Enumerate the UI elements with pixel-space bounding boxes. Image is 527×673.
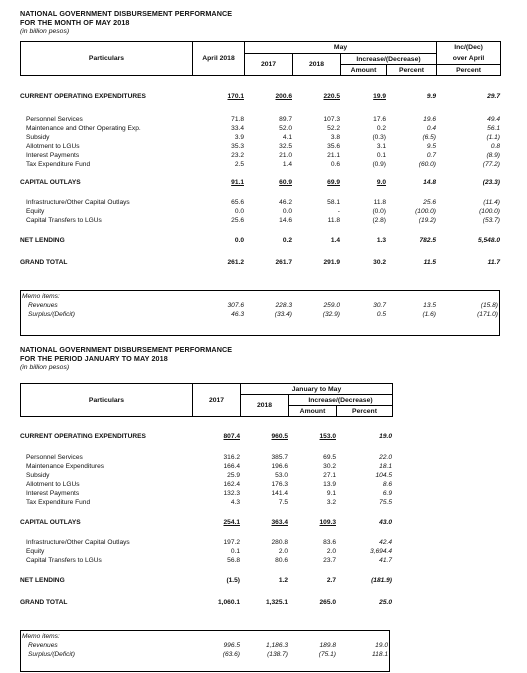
cell: 14.6 <box>279 217 292 224</box>
row-label: Infrastructure/Other Capital Outlays <box>26 539 130 546</box>
cell: 280.8 <box>271 539 288 546</box>
cell: 56.8 <box>227 557 240 564</box>
row-label: GRAND TOTAL <box>20 258 68 266</box>
table-row <box>20 90 500 102</box>
row-label: NET LENDING <box>20 236 65 244</box>
cell: 23.7 <box>323 557 336 564</box>
cell: 291.9 <box>323 258 340 266</box>
cell: 1,325.1 <box>266 598 288 606</box>
row-label: CAPITAL OUTLAYS <box>20 518 81 526</box>
cell: 30.2 <box>323 463 336 470</box>
cell: 89.7 <box>279 116 292 123</box>
table-row <box>20 430 392 442</box>
header-increase-decrease: Increase/(Decrease) <box>289 395 393 406</box>
row-label: Infrastructure/Other Capital Outlays <box>26 199 130 206</box>
cell: (181.9) <box>371 576 392 584</box>
cell: 83.6 <box>323 539 336 546</box>
cell: 6.9 <box>382 490 392 497</box>
table-row <box>20 462 392 471</box>
cell: 30.2 <box>373 258 386 266</box>
header-percent: Percent <box>387 65 437 76</box>
cell: 197.2 <box>223 539 240 546</box>
row-label: Surplus/(Deficit) <box>28 651 75 658</box>
header-2017: 2017 <box>245 54 293 76</box>
cell: 27.1 <box>323 472 336 479</box>
cell: 46.2 <box>279 199 292 206</box>
cell: (171.0) <box>477 311 499 318</box>
cell: 166.4 <box>223 463 240 470</box>
table1-unit: (in billion pesos) <box>20 28 70 35</box>
cell: 19.6 <box>423 116 436 123</box>
table-row <box>20 151 500 160</box>
cell: 9.1 <box>326 490 336 497</box>
cell: 162.4 <box>223 481 240 488</box>
table-row <box>20 115 500 124</box>
header-percent: Percent <box>337 406 393 417</box>
memo-label: Memo items: <box>22 633 60 640</box>
memo-label: Memo items: <box>22 293 60 300</box>
cell: 307.6 <box>227 302 244 309</box>
cell: 80.6 <box>275 557 288 564</box>
table-row <box>20 596 392 608</box>
table-row <box>20 516 392 528</box>
cell: 0.5 <box>376 311 386 318</box>
cell: (33.4) <box>274 311 292 318</box>
table2-memo <box>22 632 388 659</box>
cell: (138.7) <box>267 651 288 658</box>
cell: 1.4 <box>330 236 340 244</box>
cell: 25.0 <box>379 598 392 606</box>
cell: 2.0 <box>278 548 288 555</box>
cell: (6.5) <box>422 134 436 141</box>
table1-title: NATIONAL GOVERNMENT DISBURSEMENT PERFORMANCE <box>20 9 233 18</box>
cell: (0.9) <box>372 161 386 168</box>
cell: 58.1 <box>327 199 340 206</box>
cell: 42.4 <box>379 539 392 546</box>
cell: 25.6 <box>231 217 244 224</box>
row-label: Revenues <box>28 642 58 649</box>
cell: 0.0 <box>282 208 292 215</box>
cell: 0.1 <box>230 548 240 555</box>
table-row <box>20 216 500 225</box>
cell: 11.8 <box>327 217 340 224</box>
cell: 1.4 <box>282 161 292 168</box>
cell: 0.2 <box>376 125 386 132</box>
table-row <box>20 207 500 216</box>
table-row <box>20 538 392 547</box>
table-row <box>20 556 392 565</box>
cell: 1,186.3 <box>266 642 288 649</box>
table1-memo <box>22 292 498 319</box>
table-row <box>20 124 500 133</box>
cell: 91.1 <box>231 178 244 186</box>
cell: (53.7) <box>482 217 500 224</box>
row-label: Interest Payments <box>26 490 80 497</box>
header-2018: 2018 <box>293 54 341 76</box>
cell: (75.1) <box>318 651 336 658</box>
cell: 25.9 <box>227 472 240 479</box>
table2-title: NATIONAL GOVERNMENT DISBURSEMENT PERFORMANCE <box>20 345 233 354</box>
cell: 11.8 <box>373 199 386 206</box>
header-particulars: Particulars <box>21 384 193 417</box>
cell: 11.7 <box>487 258 500 266</box>
cell: 228.3 <box>275 302 292 309</box>
table-row <box>20 133 500 142</box>
table1-header <box>20 41 501 76</box>
cell: 43.0 <box>379 518 392 526</box>
table-row <box>20 498 392 507</box>
cell: 49.4 <box>487 116 500 123</box>
table-row <box>20 547 392 556</box>
cell: 4.3 <box>230 499 240 506</box>
table-row <box>22 301 498 310</box>
table-row <box>20 480 392 489</box>
cell: 0.0 <box>234 236 244 244</box>
cell: 19.9 <box>373 92 386 100</box>
row-label: GRAND TOTAL <box>20 598 68 606</box>
cell: 21.1 <box>327 152 340 159</box>
header-may: May <box>245 42 437 54</box>
table1-subtitle: FOR THE MONTH OF MAY 2018 <box>20 18 130 27</box>
cell: (23.3) <box>482 178 500 186</box>
table-row <box>20 198 500 207</box>
cell: 107.3 <box>323 116 340 123</box>
cell: (32.9) <box>322 311 340 318</box>
table-row <box>22 650 388 659</box>
table2-body <box>20 430 392 608</box>
cell: 200.6 <box>275 92 292 100</box>
header-2017: 2017 <box>193 384 241 417</box>
row-label: Allotment to LGUs <box>26 481 80 488</box>
cell: 30.7 <box>373 302 386 309</box>
row-label: NET LENDING <box>20 576 65 584</box>
cell: 22.0 <box>379 454 392 461</box>
cell: 3.9 <box>234 134 244 141</box>
cell: (15.8) <box>480 302 499 309</box>
table2-subtitle: FOR THE PERIOD JANUARY TO MAY 2018 <box>20 354 168 363</box>
cell: 261.2 <box>227 258 244 266</box>
header-amount: Amount <box>341 65 387 76</box>
cell: 2.0 <box>326 548 336 555</box>
cell: 33.4 <box>231 125 244 132</box>
cell: 2.5 <box>234 161 244 168</box>
cell: (11.4) <box>483 199 500 206</box>
cell: 153.0 <box>319 432 336 440</box>
cell: 65.6 <box>231 199 244 206</box>
row-label: CURRENT OPERATING EXPENDITURES <box>20 432 146 440</box>
cell: 4.1 <box>282 134 292 141</box>
cell: 0.4 <box>426 125 436 132</box>
cell: (19.2) <box>418 217 436 224</box>
cell: 9.0 <box>376 178 386 186</box>
row-label: Personnel Services <box>26 116 83 123</box>
cell: 0.7 <box>426 152 436 159</box>
row-label: Capital Transfers to LGUs <box>26 217 102 224</box>
header-over-percent: Percent <box>437 65 501 76</box>
cell: 3,694.4 <box>370 548 392 555</box>
row-label: Personnel Services <box>26 454 83 461</box>
cell: 46.3 <box>231 311 244 318</box>
row-label: Allotment to LGUs <box>26 143 80 150</box>
cell: 13.5 <box>423 302 436 309</box>
cell: (60.0) <box>418 161 436 168</box>
cell: 960.5 <box>271 432 288 440</box>
cell: 3.2 <box>326 499 336 506</box>
cell: 25.6 <box>423 199 436 206</box>
row-label: Equity <box>26 548 45 555</box>
cell: 1,060.1 <box>218 598 240 606</box>
cell: 265.0 <box>319 598 336 606</box>
cell: 53.0 <box>275 472 288 479</box>
table-row <box>20 489 392 498</box>
cell: 170.1 <box>227 92 244 100</box>
cell: 9.9 <box>426 92 436 100</box>
cell: 189.8 <box>319 642 336 649</box>
cell: 5,548.0 <box>478 236 500 244</box>
cell: (0.3) <box>372 134 386 141</box>
cell: 259.0 <box>323 302 340 309</box>
cell: 196.6 <box>271 463 288 470</box>
cell: 254.1 <box>223 518 240 526</box>
cell: 316.2 <box>223 454 240 461</box>
cell: 363.4 <box>271 518 288 526</box>
row-label: Subsidy <box>26 134 50 141</box>
table-row <box>20 160 500 169</box>
header-increase-decrease: Increase/(Decrease) <box>341 54 437 65</box>
header-period: January to May <box>241 384 393 395</box>
cell: 35.6 <box>327 143 340 150</box>
cell: (63.6) <box>222 651 240 658</box>
cell: 9.5 <box>426 143 436 150</box>
row-label: Surplus/(Deficit) <box>28 311 75 318</box>
cell: 3.8 <box>330 134 340 141</box>
cell: (1.5) <box>226 576 240 584</box>
cell: 19.0 <box>379 432 392 440</box>
cell: (77.2) <box>482 161 500 168</box>
cell: (1.1) <box>486 134 500 141</box>
cell: 0.8 <box>490 143 500 150</box>
header-incdec-over: Inc/(Dec) <box>437 42 501 54</box>
cell: (0.0) <box>372 208 386 215</box>
row-label: Maintenance and Other Operating Exp. <box>26 125 141 132</box>
header-amount: Amount <box>289 406 337 417</box>
cell: 21.0 <box>279 152 292 159</box>
table-row <box>20 471 392 480</box>
table-row <box>20 256 500 268</box>
cell: 176.3 <box>271 481 288 488</box>
cell: 69.5 <box>323 454 336 461</box>
table-row <box>20 574 392 586</box>
cell: 52.0 <box>279 125 292 132</box>
cell: 17.6 <box>373 116 386 123</box>
cell: 69.9 <box>327 178 340 186</box>
table-row <box>20 176 500 188</box>
header-2018: 2018 <box>241 395 289 417</box>
row-label: Subsidy <box>26 472 50 479</box>
cell: 32.5 <box>279 143 292 150</box>
row-label: Equity <box>26 208 45 215</box>
row-label: Interest Payments <box>26 152 80 159</box>
cell: 56.1 <box>487 125 500 132</box>
cell: 75.5 <box>379 499 392 506</box>
header-particulars: Particulars <box>21 42 193 76</box>
cell: (1.6) <box>422 311 436 318</box>
cell: 132.3 <box>223 490 240 497</box>
cell: 104.5 <box>375 472 392 479</box>
table-row <box>22 310 498 319</box>
cell: (100.0) <box>479 208 500 215</box>
cell: 13.9 <box>323 481 336 488</box>
row-label: Capital Transfers to LGUs <box>26 557 102 564</box>
cell: 7.5 <box>278 499 288 506</box>
row-label: CURRENT OPERATING EXPENDITURES <box>20 92 146 100</box>
table-row <box>22 641 388 650</box>
header-over-april: over April <box>437 54 501 65</box>
cell: 118.1 <box>372 651 389 658</box>
cell: 35.3 <box>231 143 244 150</box>
row-label: Tax Expenditure Fund <box>26 499 91 506</box>
cell: 1.3 <box>376 236 386 244</box>
table-row <box>20 142 500 151</box>
cell: 0.1 <box>376 152 386 159</box>
cell: 220.5 <box>323 92 340 100</box>
table1-body <box>20 90 500 268</box>
cell: 41.7 <box>379 557 392 564</box>
cell: 3.1 <box>376 143 386 150</box>
cell: 2.7 <box>326 576 336 584</box>
cell: 71.8 <box>231 116 244 123</box>
cell: 11.5 <box>423 258 436 266</box>
cell: 261.7 <box>275 258 292 266</box>
row-label: Maintenance Expenditures <box>26 463 105 470</box>
cell: 14.8 <box>423 178 436 186</box>
cell: 60.9 <box>279 178 292 186</box>
cell: 141.4 <box>271 490 288 497</box>
cell: 807.4 <box>223 432 240 440</box>
row-label: Revenues <box>28 302 58 309</box>
cell: 8.6 <box>382 481 392 488</box>
table2-header <box>20 383 393 417</box>
cell: (2.8) <box>372 217 386 224</box>
row-label: CAPITAL OUTLAYS <box>20 178 81 186</box>
cell: 23.2 <box>231 152 244 159</box>
cell: 18.1 <box>379 463 392 470</box>
table-row <box>20 234 500 246</box>
cell: (100.0) <box>415 208 436 215</box>
cell: 0.2 <box>282 236 292 244</box>
cell: 385.7 <box>271 454 288 461</box>
table-row <box>20 453 392 462</box>
cell: 19.0 <box>375 642 389 649</box>
cell: (8.9) <box>486 152 500 159</box>
cell: 0.0 <box>234 208 244 215</box>
table2-unit: (in billion pesos) <box>20 364 70 371</box>
cell: 109.3 <box>319 518 336 526</box>
cell: - <box>337 208 340 215</box>
cell: 0.6 <box>330 161 340 168</box>
cell: 29.7 <box>487 92 500 100</box>
cell: 52.2 <box>327 125 340 132</box>
header-april: April 2018 <box>193 42 245 76</box>
cell: 996.5 <box>223 642 240 649</box>
cell: 1.2 <box>278 576 288 584</box>
cell: 782.5 <box>419 236 436 244</box>
row-label: Tax Expenditure Fund <box>26 161 91 168</box>
